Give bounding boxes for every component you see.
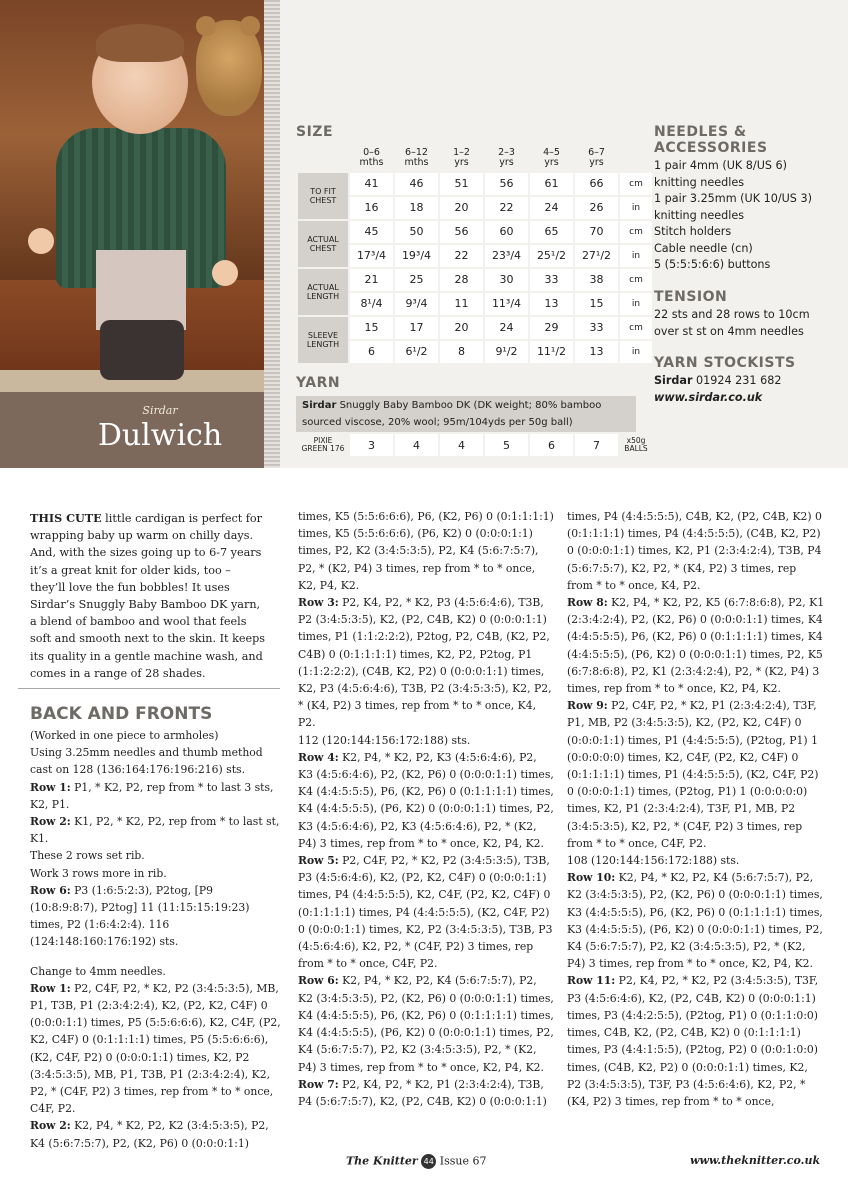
needles-item: 1 pair 3.25mm (UK 10/US 3) <box>654 192 812 205</box>
footer-website[interactable]: www.theknitter.co.uk <box>690 1154 821 1167</box>
size-unit: in <box>620 197 652 219</box>
size-cell: 6 <box>350 341 393 363</box>
size-cell: 15 <box>350 317 393 339</box>
footer-magazine <box>346 1154 486 1169</box>
size-unit: cm <box>620 269 652 291</box>
stockists-info <box>654 373 834 406</box>
page-number: 44 <box>421 1154 436 1169</box>
needles-item: 5 (5:5:5:6:6) buttons <box>654 258 771 271</box>
size-cell: 23³/4 <box>485 245 528 267</box>
pattern-row: Row 11: P2, K4, P2, * K2, P2 (3:4:5:3:5), T3F, P3 (4:5:6:4:6), K2, (P2, C4B, K2) 0 (0:0:0:1:1) times, P3 (4:4:2:5:5), (P2tog, P1) 0 (0:1:1:0:0) times, C4B, K2, (P2, C4B, K2) 0 (0:1:1:1:1) times, P3 (4:4:1:5:5), (P2tog, P2) 0 (0:0:1:0:0) times, (C4B, K2, P2) 0 (0:0:0:1:1) times, K2, P2 (3:4:5:3:5), T3F, P3 (4:5:6:4:6), K2, P2, * (K4, P2) 3 times, rep from * to * once, <box>567 974 819 1108</box>
size-cell: 29 <box>530 317 573 339</box>
size-unit: in <box>620 293 652 315</box>
size-cell: 65 <box>530 221 573 243</box>
size-cell: 66 <box>575 173 618 195</box>
pattern-text: times, K5 (5:5:6:6:6), P6, (K2, P6) 0 (0:1:1:1:1) times, K5 (5:5:6:6:6), (P6, K2) 0 (0:0:0:1:1) times, P2, K2 (3:4:5:3:5), P2, K4 (5:6:7:5:7), P2, * (K2, P4) 3 times, rep from * to * once, K2, P4, K2. <box>298 510 554 592</box>
size-row <box>298 341 652 363</box>
size-row <box>298 197 652 219</box>
size-cell: 45 <box>350 221 393 243</box>
size-cell: 8 <box>440 341 483 363</box>
size-cell: 50 <box>395 221 438 243</box>
size-column-header: 2–3 yrs <box>498 147 515 169</box>
size-row <box>298 269 652 291</box>
stockist-brand: Sirdar <box>654 374 693 387</box>
size-cell: 27¹/2 <box>575 245 618 267</box>
size-cell: 26 <box>575 197 618 219</box>
size-cell: 11¹/2 <box>530 341 573 363</box>
pattern-column-2 <box>298 508 554 1110</box>
needles-item: knitting needles <box>654 208 745 222</box>
yarn-quantity-cell: 7 <box>575 434 618 456</box>
size-cell: 24 <box>530 197 573 219</box>
size-cell: 28 <box>440 269 483 291</box>
yarn-quantity-table <box>296 432 654 458</box>
pattern-row: Row 1: P1, * K2, P2, rep from * to last 3 sts, K2, P1. <box>30 780 274 811</box>
size-cell: 20 <box>440 317 483 339</box>
baby-hand-image <box>212 260 238 286</box>
size-cell: 24 <box>485 317 528 339</box>
size-unit: cm <box>620 317 652 339</box>
pattern-text: Change to 4mm needles. <box>30 964 166 978</box>
size-row-label: TO FIT CHEST <box>298 173 348 219</box>
pattern-row: Row 6: P3 (1:6:5:2:3), P2tog, [P9 (10:8:9:8:7), P2tog] 11 (11:15:15:19:23) times, P2 (1:6:4:2:4). 116 (124:148:160:176:192) sts. <box>30 883 250 949</box>
size-cell: 20 <box>440 197 483 219</box>
size-cell: 33 <box>575 317 618 339</box>
decorative-strip <box>264 0 280 468</box>
pattern-text: 112 (120:144:156:172:188) sts. <box>298 733 471 747</box>
yarn-quantity-cell: 5 <box>485 434 528 456</box>
baby-hair-image <box>96 24 184 62</box>
yarn-desc-line-2: sourced viscose, 20% wool; 95m/104yds per 50g ball) <box>302 417 573 428</box>
tension-text: 22 sts and 28 rows to 10cm over st st on 4mm needles <box>654 308 810 338</box>
teddy-ear <box>240 16 260 36</box>
stockists-heading: YARN STOCKISTS <box>654 355 796 371</box>
needles-item: Stitch holders <box>654 225 732 238</box>
pattern-column-3 <box>567 508 825 1110</box>
size-cell: 60 <box>485 221 528 243</box>
pattern-text: (Worked in one piece to armholes) <box>30 729 219 742</box>
pattern-row: Row 5: P2, C4F, P2, * K2, P2 (3:4:5:3:5), T3B, P3 (4:5:6:4:6), K2, (P2, K2, C4F) 0 (0:0:0:1:1) times, P4 (4:4:5:5:5), K2, C4F, (P2, K2, C4F) 0 (0:1:1:1:1) times, P4 (4:4:5:5:5), (K2, C4F, P2) 0 (0:0:0:1:1) times, K2, P2 (3:4:5:3:5), T3B, P3 (4:5:6:4:6), K2, P2, * (C4F, P2) 3 times, rep from * to * once, C4F, P2. <box>298 854 553 971</box>
pattern-row: Row 10: K2, P4, * K2, P2, K4 (5:6:7:5:7), P2, K2 (3:4:5:3:5), P2, (K2, P6) 0 (0:0:0:1:1) times, K3 (4:4:5:5:5), P6, (K2, P6) 0 (0:1:1:1:1) times, K3 (4:4:5:5:5), (P6, K2) 0 (0:0:0:1:1) times, P2, K4 (5:6:7:5:7), P2, K2 (3:4:5:3:5), P2, * (K2, P4) 3 times, rep from * to * once, K2, P4, K2. <box>567 871 823 971</box>
yarn-quantity-cell: 6 <box>530 434 573 456</box>
size-row-label: SLEEVE LENGTH <box>298 317 348 363</box>
size-cell: 11 <box>440 293 483 315</box>
size-table <box>296 144 654 365</box>
yarn-quantity-cell: 3 <box>350 434 393 456</box>
intro-lead: THIS CUTE <box>30 511 102 525</box>
size-cell: 16 <box>350 197 393 219</box>
size-cell: 51 <box>440 173 483 195</box>
size-row-label: ACTUAL LENGTH <box>298 269 348 315</box>
size-column-header: 0–6 mths <box>359 147 384 169</box>
size-cell: 17³/4 <box>350 245 393 267</box>
yarn-quantity-cell: 4 <box>395 434 438 456</box>
size-row <box>298 245 652 267</box>
yarn-brand: Sirdar <box>302 400 337 411</box>
baby-hand-image <box>28 228 54 254</box>
size-unit: cm <box>620 173 652 195</box>
stockist-url[interactable]: www.sirdar.co.uk <box>654 390 763 404</box>
size-column-header: 1–2 yrs <box>453 147 470 169</box>
size-cell: 21 <box>350 269 393 291</box>
pattern-row: Row 3: P2, K4, P2, * K2, P3 (4:5:6:4:6), T3B, P2 (3:4:5:3:5), K2, (P2, C4B, K2) 0 (0:0:0:1:1) times, P1 (1:1:2:2:2), P2tog, P2, C4B, (K2, P2, C4B) 0 (0:1:1:1:1) times, K2, P2, P2tog, P1 (1:1:2:2:2), (C4B, K2, P2) 0 (0:0:0:1:1) times, K2, P3 (4:5:6:4:6), T3B, P2 (3:4:5:3:5), K2, P2, * (K4, P2) 3 times, rep from * to * once, K4, P2. <box>298 596 552 730</box>
size-body <box>298 173 652 363</box>
magazine-name: The Knitter <box>346 1154 418 1168</box>
size-cell: 41 <box>350 173 393 195</box>
pattern-column-1 <box>30 704 284 1152</box>
needles-item: Cable needle (cn) <box>654 241 753 255</box>
yarn-quantity-row <box>298 434 652 456</box>
pattern-text: 108 (120:144:156:172:188) sts. <box>567 854 740 868</box>
size-cell: 18 <box>395 197 438 219</box>
pattern-row: Row 2: K2, P4, * K2, P2, K2 (3:4:5:3:5), P2, K4 (5:6:7:5:7), P2, (K2, P6) 0 (0:0:0:1:1) <box>30 1119 269 1150</box>
size-cell: 56 <box>440 221 483 243</box>
size-row <box>298 221 652 243</box>
size-cell: 22 <box>485 197 528 219</box>
size-cell: 33 <box>530 269 573 291</box>
pattern-text: Using 3.25mm needles and thumb method cast on 128 (136:164:176:196:216) sts. <box>30 746 263 777</box>
size-cell: 30 <box>485 269 528 291</box>
needles-list <box>654 158 834 274</box>
yarn-quantity-cell: 4 <box>440 434 483 456</box>
size-cell: 61 <box>530 173 573 195</box>
yarn-description <box>296 396 636 432</box>
pattern-row: Row 6: K2, P4, * K2, P2, K4 (5:6:7:5:7), P2, K2 (3:4:5:3:5), P2, (K2, P6) 0 (0:0:0:1:1) times, K4 (4:4:5:5:5), P6, (K2, P6) 0 (0:1:1:1:1) times, K4 (4:4:5:5:5), (P6, K2) 0 (0:0:0:1:1) times, P2, K4 (5:6:7:5:7), P2, K2 (3:4:5:3:5), P2, * (K2, P4) 3 times, rep from * to * once, K2, P4, K2. <box>298 974 554 1074</box>
size-cell: 22 <box>440 245 483 267</box>
stockist-phone: 01924 231 682 <box>692 374 782 387</box>
back-fronts-heading: BACK AND FRONTS <box>30 704 213 724</box>
size-heading: SIZE <box>296 124 334 140</box>
size-column-header: 6–12 mths <box>404 147 429 169</box>
size-cell: 56 <box>485 173 528 195</box>
needles-heading: NEEDLES & ACCESSORIES <box>654 124 768 156</box>
intro-text: little cardigan is perfect for wrapping baby up warm on chilly days. And, with the sizes going up to 6-7 years it’s a great knit for older kids, too – they’ll love the fun bobbles! It uses Sirdar’s Snuggly Baby Bamboo DK yarn, a blend of bamboo and wool that feels soft and smooth next to the skin. It keeps its quality in a gentle machine wash, and comes in a range of 28 shades. <box>30 512 266 680</box>
teddy-ear <box>196 16 216 36</box>
dress-image <box>96 250 186 330</box>
size-column-header: 4–5 yrs <box>543 147 560 169</box>
pattern-text: These 2 rows set rib. <box>30 849 145 863</box>
pattern-row: Row 4: K2, P4, * K2, P2, K3 (4:5:6:4:6), P2, K3 (4:5:6:4:6), P2, (K2, P6) 0 (0:0:0:1:1) times, K4 (4:4:5:5:5), P6, (K2, P6) 0 (0:1:1:1:1) times, K4 (4:4:5:5:5), (P6, K2) 0 (0:0:0:1:1) times, P2, K3 (4:5:6:4:6), P2, K3 (4:5:6:4:6), P2, * (K2, P4) 3 times, rep from * to * once, K2, P4, K2. <box>298 750 554 850</box>
size-cell: 9¹/2 <box>485 341 528 363</box>
size-cell: 11³/4 <box>485 293 528 315</box>
pattern-row: Row 9: P2, C4F, P2, * K2, P1 (2:3:4:2:4), T3F, P1, MB, P2 (3:4:5:3:5), K2, (P2, K2, C4F) 0 (0:0:0:1:1) times, P1 (4:4:5:5:5), (P2tog, P1) 1 (0:0:0:0:0) times, K2, C4F, (P2, K2, C4F) 0 (0:1:1:1:1) times, P1 (4:4:5:5:5), (K2, C4F, P2) 0 (0:0:0:1:1) times, (P2tog, P1) 1 (0:0:0:0:0) times, K2, P1 (2:3:4:2:4), T3F, P1, MB, P2 (3:4:5:3:5), K2, P2, * (C4F, P2) 3 times, rep from * to * once, C4F, P2. <box>567 699 819 850</box>
divider <box>18 688 280 689</box>
yarn-shade: PIXIE GREEN 176 <box>298 434 348 456</box>
brand-label: Sirdar <box>142 404 178 417</box>
size-header-row <box>298 146 652 171</box>
needles-item: knitting needles <box>654 175 745 189</box>
size-cell: 25¹/2 <box>530 245 573 267</box>
size-column-header: 6–7 yrs <box>588 147 605 169</box>
size-row-label: ACTUAL CHEST <box>298 221 348 267</box>
size-row <box>298 317 652 339</box>
size-cell: 13 <box>530 293 573 315</box>
pattern-text: Work 3 rows more in rib. <box>30 866 167 880</box>
pattern-row: Row 8: K2, P4, * K2, P2, K5 (6:7:8:6:8), P2, K1 (2:3:4:2:4), P2, (K2, P6) 0 (0:0:0:1:1) times, K4 (4:4:5:5:5), P6, (K2, P6) 0 (0:1:1:1:1) times, K4 (4:4:5:5:5), (P6, K2) 0 (0:0:0:1:1) times, P2, K5 (6:7:8:6:8), P2, K1 (2:3:4:2:4), P2, * (K2, P4) 3 times, rep from * to * once, K2, P4, K2. <box>567 596 825 696</box>
yarn-heading: YARN <box>296 375 341 391</box>
size-row <box>298 293 652 315</box>
legs-image <box>100 320 184 380</box>
issue-number: Issue 67 <box>439 1154 487 1168</box>
size-cell: 15 <box>575 293 618 315</box>
size-unit: cm <box>620 221 652 243</box>
size-cell: 25 <box>395 269 438 291</box>
size-cell: 17 <box>395 317 438 339</box>
size-unit: in <box>620 341 652 363</box>
size-cell: 70 <box>575 221 618 243</box>
design-title: Dulwich <box>97 418 223 453</box>
pattern-row: Row 1: P2, C4F, P2, * K2, P2 (3:4:5:3:5), MB, P1, T3B, P1 (2:3:4:2:4), K2, (P2, K2, C4F) 0 (0:0:0:1:1) times, P5 (5:5:6:6:6), K2, C4F, (P2, K2, C4F) 0 (0:1:1:1:1) times, P5 (5:5:6:6:6), (K2, C4F, P2) 0 (0:0:0:1:1) times, K2, P2 (3:4:5:3:5), MB, P1, T3B, P1 (2:3:4:2:4), K2, P2, * (C4F, P2) 3 times, rep from * to * once, C4F, P2. <box>30 981 281 1116</box>
size-cell: 13 <box>575 341 618 363</box>
size-cell: 6¹/2 <box>395 341 438 363</box>
size-cell: 46 <box>395 173 438 195</box>
size-cell: 8¹/4 <box>350 293 393 315</box>
yarn-unit: x50g BALLS <box>620 434 652 456</box>
size-row <box>298 173 652 195</box>
size-cell: 19³/4 <box>395 245 438 267</box>
size-cell: 38 <box>575 269 618 291</box>
size-cell: 9³/4 <box>395 293 438 315</box>
pattern-row: Row 7: P2, K4, P2, * K2, P1 (2:3:4:2:4), T3B, P4 (5:6:7:5:7), K2, (P2, C4B, K2) 0 (0:0:0:1:1) <box>298 1077 547 1108</box>
tension-heading: TENSION <box>654 289 728 305</box>
pattern-text: times, P4 (4:4:5:5:5), C4B, K2, (P2, C4B, K2) 0 (0:1:1:1:1) times, P4 (4:4:5:5:5), (C4B, K2, P2) 0 (0:0:0:1:1) times, K2, P1 (2:3:4:2:4), T3B, P4 (5:6:7:5:7), K2, P2, * (K4, P2) 3 times, rep from * to * once, K4, P2. <box>567 510 822 592</box>
yarn-desc-line-1: Snuggly Baby Bamboo DK (DK weight; 80% bamboo <box>336 400 602 411</box>
size-unit: in <box>620 245 652 267</box>
needles-item: 1 pair 4mm (UK 8/US 6) <box>654 159 788 172</box>
intro-paragraph <box>30 510 268 682</box>
pattern-row: Row 2: K1, P2, * K2, P2, rep from * to last st, K1. <box>30 815 280 846</box>
